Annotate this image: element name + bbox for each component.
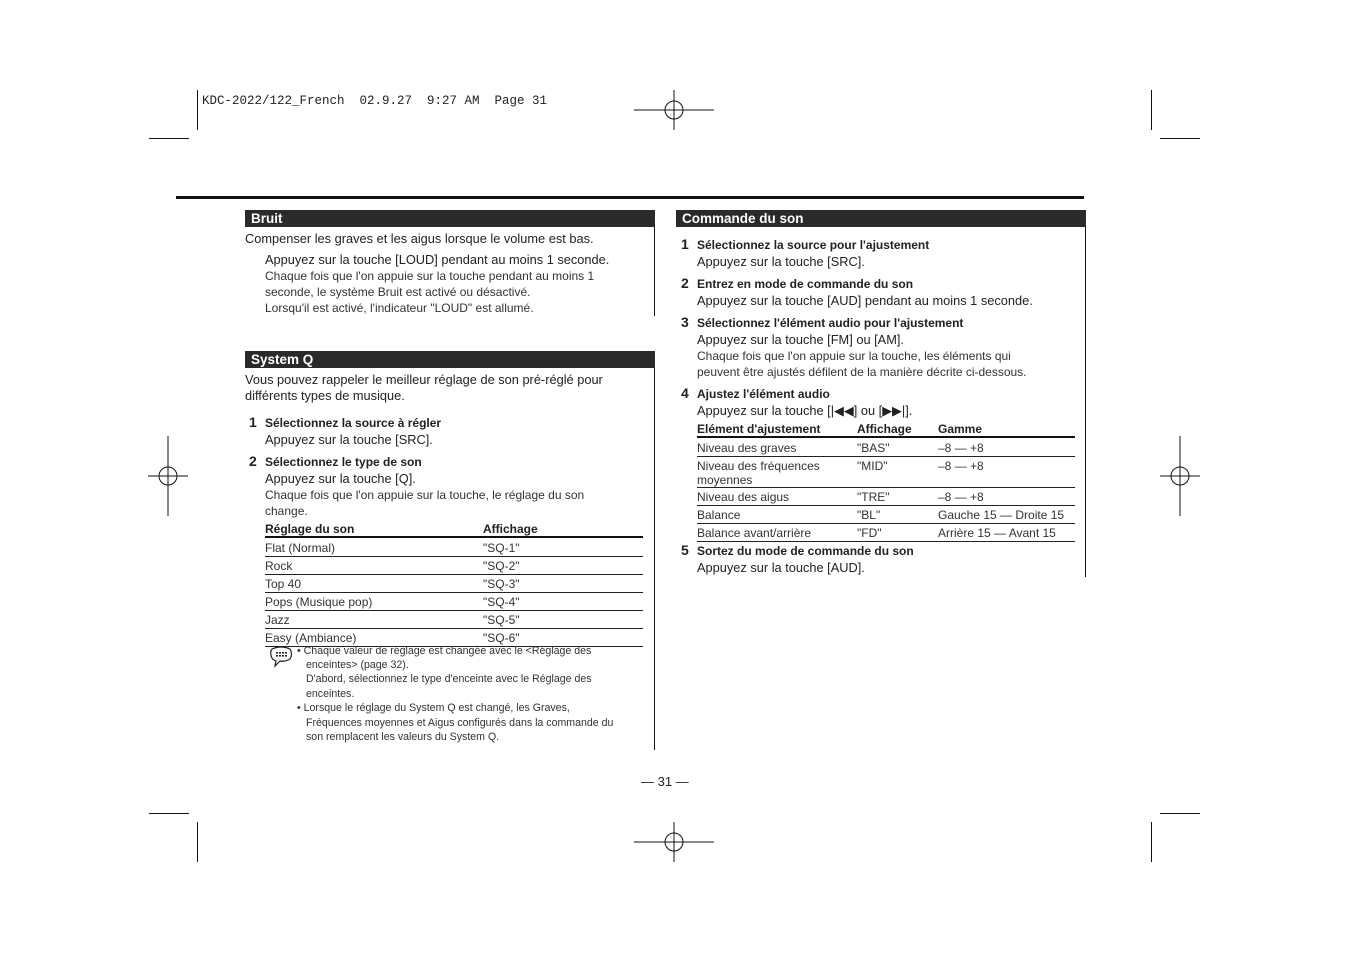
bruit-action: Appuyez sur la touche [LOUD] pendant au moins 1 seconde. bbox=[265, 252, 610, 267]
table-cell: Niveau des fréquences moyennes bbox=[697, 457, 857, 488]
table-cell: "TRE" bbox=[857, 488, 938, 506]
section-heading-system-q: System Q bbox=[245, 351, 655, 368]
note-line: son remplacent les valeurs du System Q. bbox=[306, 731, 500, 743]
note-line: • Chaque valeur de réglage est changée avec le <Réglage des bbox=[297, 645, 592, 657]
step-title: Sélectionnez le type de son bbox=[265, 455, 422, 469]
step-title: Sélectionnez l'élément audio pour l'ajustement bbox=[697, 316, 964, 330]
step-number: 5 bbox=[681, 542, 689, 558]
systemq-intro: différents types de musique. bbox=[245, 388, 405, 403]
table-cell: "SQ-4" bbox=[483, 593, 643, 611]
table-cell: Arrière 15 — Avant 15 bbox=[938, 524, 1075, 542]
step-note: change. bbox=[265, 504, 308, 518]
table-cell: Pops (Musique pop) bbox=[265, 593, 483, 611]
step-number: 4 bbox=[681, 385, 689, 401]
table-cell: "BAS" bbox=[857, 437, 938, 457]
column-divider bbox=[1085, 210, 1086, 577]
step-note: Chaque fois que l'on appuie sur la touche, les éléments qui bbox=[697, 349, 1011, 363]
table-cell: "SQ-1" bbox=[483, 537, 643, 557]
step-text: Appuyez sur la touche [Q]. bbox=[265, 471, 416, 486]
note-line: • Lorsque le réglage du System Q est changé, les Graves, bbox=[297, 702, 570, 714]
bruit-note: Chaque fois que l'on appuie sur la touche pendant au moins 1 bbox=[265, 269, 595, 283]
table-header: Réglage du son bbox=[265, 521, 483, 537]
table-row bbox=[265, 593, 643, 611]
table-row bbox=[697, 524, 1075, 542]
step-number: 2 bbox=[681, 275, 689, 291]
section-heading-commande-du-son: Commande du son bbox=[676, 210, 1086, 227]
crop-mark bbox=[1151, 822, 1152, 862]
step-text: Appuyez sur la touche [AUD]. bbox=[697, 560, 865, 575]
crop-mark bbox=[149, 813, 189, 814]
bruit-note: Lorsqu'il est activé, l'indicateur "LOUD" est allumé. bbox=[265, 301, 534, 315]
step-number: 3 bbox=[681, 314, 689, 330]
section-heading-bruit: Bruit bbox=[245, 210, 655, 227]
table-cell: Top 40 bbox=[265, 575, 483, 593]
step-title: Sortez du mode de commande du son bbox=[697, 544, 914, 558]
table-cell: Gauche 15 — Droite 15 bbox=[938, 506, 1075, 524]
step-number: 2 bbox=[249, 453, 257, 469]
table-cell: Balance bbox=[697, 506, 857, 524]
table-row bbox=[697, 488, 1075, 506]
systemq-intro: Vous pouvez rappeler le meilleur réglage de son pré-réglé pour bbox=[245, 372, 603, 387]
step-number: 1 bbox=[681, 236, 689, 252]
registration-crosshair-icon bbox=[634, 822, 714, 862]
table-cell: "SQ-3" bbox=[483, 575, 643, 593]
step-title: Sélectionnez la source à régler bbox=[265, 416, 442, 430]
table-row bbox=[697, 457, 1075, 488]
table-cell: "FD" bbox=[857, 524, 938, 542]
crop-mark bbox=[1160, 138, 1200, 139]
table-header: Gamme bbox=[938, 421, 1075, 437]
crop-mark bbox=[197, 90, 198, 130]
table-cell: "MID" bbox=[857, 457, 938, 488]
step-text: Appuyez sur la touche [|◀◀] ou [▶▶|]. bbox=[697, 403, 913, 418]
print-slug: KDC-2022/122_French 02.9.27 9:27 AM Page 31 bbox=[202, 94, 548, 108]
crop-mark bbox=[1151, 90, 1152, 130]
step-text: Appuyez sur la touche [FM] ou [AM]. bbox=[697, 332, 904, 347]
top-rule bbox=[176, 196, 1084, 199]
table-header: Affichage bbox=[857, 421, 938, 437]
table-cell: "SQ-6" bbox=[483, 629, 643, 647]
table-row bbox=[265, 575, 643, 593]
registration-crosshair-icon bbox=[634, 90, 714, 130]
step-note: Chaque fois que l'on appuie sur la touche, le réglage du son bbox=[265, 488, 585, 502]
table-row bbox=[697, 437, 1075, 457]
step-text: Appuyez sur la touche [AUD] pendant au moins 1 seconde. bbox=[697, 293, 1033, 308]
audio-adjust-table bbox=[697, 421, 1075, 542]
table-row bbox=[697, 506, 1075, 524]
table-cell: –8 — +8 bbox=[938, 437, 1075, 457]
table-cell: "SQ-5" bbox=[483, 611, 643, 629]
table-header-row bbox=[697, 421, 1075, 437]
table-row bbox=[265, 611, 643, 629]
step-title: Entrez en mode de commande du son bbox=[697, 277, 914, 291]
page-number: — 31 — bbox=[641, 774, 689, 789]
registration-crosshair-icon bbox=[1160, 436, 1200, 516]
table-cell: Rock bbox=[265, 557, 483, 575]
table-cell: Flat (Normal) bbox=[265, 537, 483, 557]
crop-mark bbox=[1160, 813, 1200, 814]
note-line: D'abord, sélectionnez le type d'enceinte avec le Réglage des bbox=[306, 673, 592, 685]
table-row bbox=[265, 557, 643, 575]
table-cell: Niveau des graves bbox=[697, 437, 857, 457]
bruit-note: seconde, le système Bruit est activé ou désactivé. bbox=[265, 285, 531, 299]
step-text: Appuyez sur la touche [SRC]. bbox=[265, 432, 433, 447]
system-q-table bbox=[265, 521, 643, 647]
table-cell: "SQ-2" bbox=[483, 557, 643, 575]
table-cell: Jazz bbox=[265, 611, 483, 629]
table-cell: "BL" bbox=[857, 506, 938, 524]
registration-crosshair-icon bbox=[148, 436, 188, 516]
table-cell: –8 — +8 bbox=[938, 457, 1075, 488]
table-cell: Niveau des aigus bbox=[697, 488, 857, 506]
table-header-row bbox=[265, 521, 643, 537]
step-title: Ajustez l'élément audio bbox=[697, 387, 830, 401]
note-line: Fréquences moyennes et Aigus configurés dans la commande du bbox=[306, 717, 614, 729]
table-cell: –8 — +8 bbox=[938, 488, 1075, 506]
table-cell: Balance avant/arrière bbox=[697, 524, 857, 542]
bruit-intro: Compenser les graves et les aigus lorsque le volume est bas. bbox=[245, 231, 594, 246]
note-icon bbox=[268, 646, 294, 668]
crop-mark bbox=[197, 822, 198, 862]
step-text: Appuyez sur la touche [SRC]. bbox=[697, 254, 865, 269]
table-row bbox=[265, 537, 643, 557]
note-line: enceintes. bbox=[306, 688, 355, 700]
table-header: Affichage bbox=[483, 521, 643, 537]
column-divider bbox=[654, 351, 655, 750]
table-cell: Easy (Ambiance) bbox=[265, 629, 483, 647]
table-header: Elément d'ajustement bbox=[697, 421, 857, 437]
step-title: Sélectionnez la source pour l'ajustement bbox=[697, 238, 930, 252]
note-line: enceintes> (page 32). bbox=[306, 659, 409, 671]
crop-mark bbox=[149, 138, 189, 139]
step-note: peuvent être ajustés défilent de la manière décrite ci-dessous. bbox=[697, 365, 1027, 379]
step-number: 1 bbox=[249, 414, 257, 430]
